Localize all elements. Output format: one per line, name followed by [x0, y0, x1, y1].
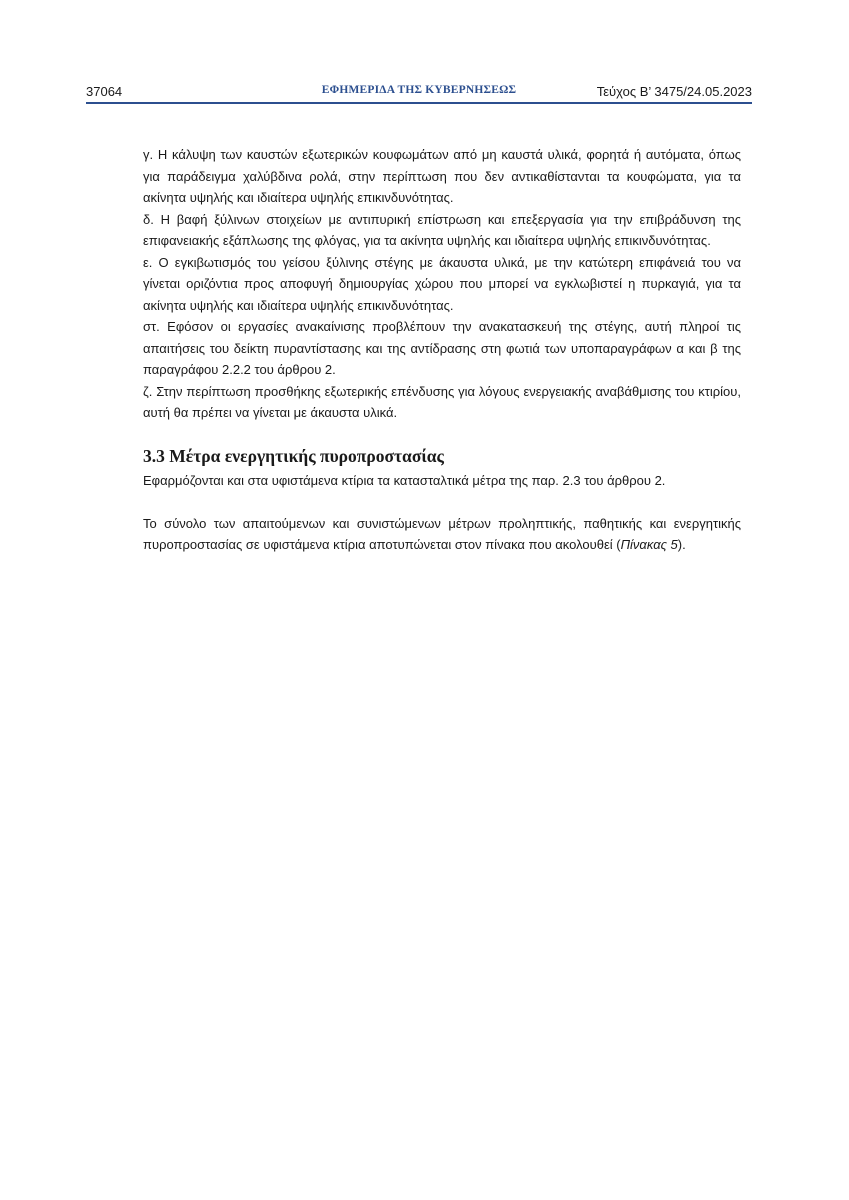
issue-number: Τεύχος Β’ 3475/24.05.2023 — [596, 84, 752, 99]
list-item-delta: δ. Η βαφή ξύλινων στοιχείων με αντιπυρική επίστρωση και επεξεργασία για την επιβράδυνση της επιφανειακής εξάπλωσης της φλόγας, για τα ακίνητα υψηλής και ιδιαίτερα υψηλής επικινδυνότητας. — [143, 211, 741, 248]
page-number: 37064 — [86, 84, 123, 99]
list-item-epsilon: ε. Ο εγκιβωτισμός του γείσου ξύλινης στέγης με άκαυστα υλικά, με την κατώτερη επιφάνειά του να γίνεται οριζόντια προς αποφυγή δημιουργίας χώρου που μπορεί να εγκλωβιστεί η πυρκαγιά, για τα ακίνητα υψηλής και ιδιαίτερα υψηλής επικινδυνότητας. — [143, 254, 741, 313]
closing-paragraph — [143, 513, 741, 556]
paragraph-spacer — [143, 491, 741, 513]
header-divider — [86, 102, 752, 104]
page-header — [86, 84, 752, 102]
document-body — [143, 144, 741, 556]
section-heading: 3.3 Μέτρα ενεργητικής πυροπροστασίας — [143, 445, 444, 466]
table-reference: Πίνακας 5 — [620, 537, 678, 552]
list-item-gamma: γ. Η κάλυψη των καυστών εξωτερικών κουφωμάτων από μη καυστά υλικά, φορητά ή αυτόματα, όπως για παράδειγμα χαλύβδινα ρολά, στην περίπτωση που δεν αντικαθίστανται τα κουφώματα, για τα ακίνητα υψηλής και ιδιαίτερα υψηλής επικινδυνότητας. — [143, 147, 741, 205]
closing-end: ). — [677, 537, 686, 552]
section-intro: Εφαρμόζονται και στα υφιστάμενα κτίρια τα κατασταλτικά μέτρα της παρ. 2.3 του άρθρου 2. — [143, 472, 666, 488]
list-item-zeta: ζ. Στην περίπτωση προσθήκης εξωτερικής επένδυσης για λόγους ενεργειακής αναβάθμισης του κτιρίου, αυτή θα πρέπει να γίνεται με άκαυστα υλικά. — [143, 383, 741, 420]
gazette-title: ΕΦΗΜΕΡΙΔΑ ΤΗΣ ΚΥΒΕΡΝΗΣΕΩΣ — [321, 84, 517, 96]
list-item-st: στ. Εφόσον οι εργασίες ανακαίνισης προβλέπουν την ανακατασκευή της στέγης, αυτή πληροί τις απαιτήσεις του δείκτη πυραντίστασης και της αντίδρασης στη φωτιά των υποπαραγράφων α και β της παραγράφου 2.2.2 του άρθρου 2. — [143, 319, 741, 377]
closing-text: Το σύνολο των απαιτούμενων και συνιστώμενων μέτρων προληπτικής, παθητικής και ενεργητικής πυροπροστασίας σε υφιστάμενα κτίρια αποτυπώνεται στον πίνακα που ακολουθεί ( — [143, 515, 741, 552]
